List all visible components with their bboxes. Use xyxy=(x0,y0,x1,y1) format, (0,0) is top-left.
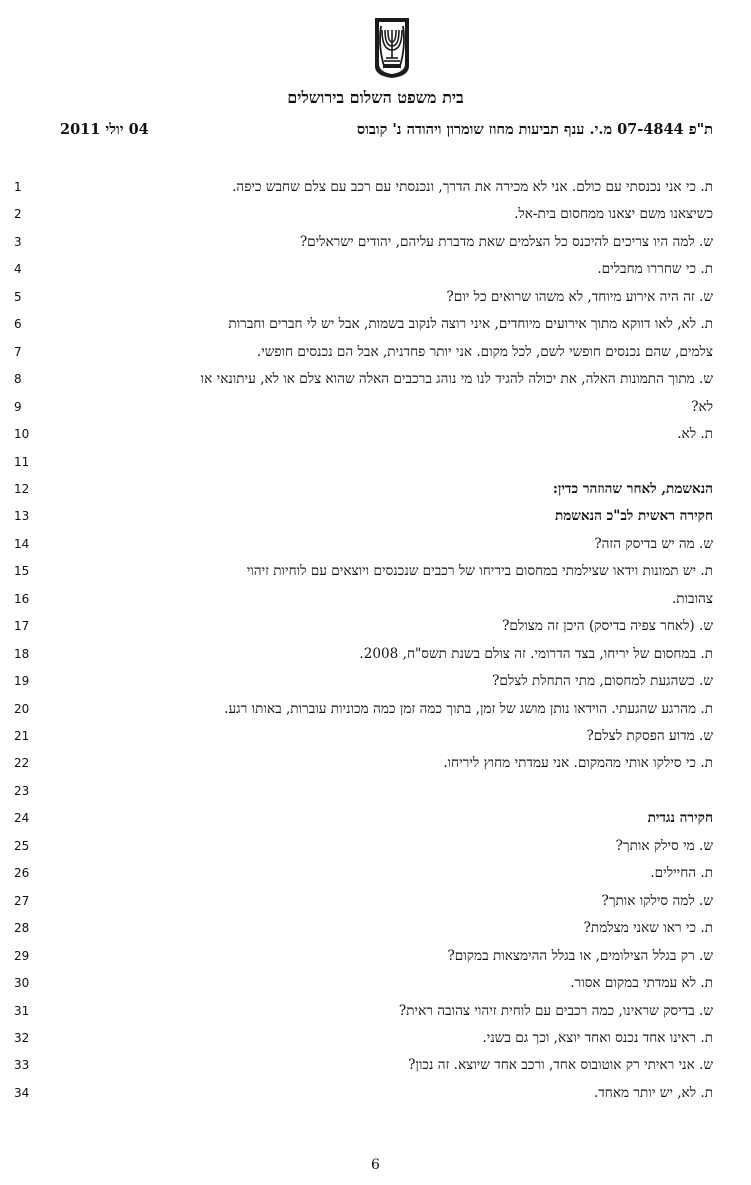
line-number: 32 xyxy=(14,1030,30,1045)
transcript-line xyxy=(0,535,751,561)
section-heading: הנאשמת, לאחר שהוזהר כדין: xyxy=(552,480,713,497)
transcript-line xyxy=(0,782,751,808)
line-number: 14 xyxy=(14,536,30,551)
court-name: בית משפט השלום בירושלים xyxy=(287,88,464,107)
section-heading: חקירה נגדית xyxy=(647,810,713,827)
line-number: 23 xyxy=(14,783,30,798)
transcript-line xyxy=(0,425,751,451)
transcript-line xyxy=(0,398,751,424)
line-text: ש. זה היה אירוע מיוחד, לא משהו שרואים כל יום? xyxy=(446,288,713,305)
line-number: 6 xyxy=(14,317,22,332)
line-text: צהובות. xyxy=(671,590,713,607)
transcript-line xyxy=(0,809,751,835)
transcript-line xyxy=(0,700,751,726)
transcript-line xyxy=(0,590,751,616)
transcript-line xyxy=(0,1084,751,1110)
transcript-line xyxy=(0,727,751,753)
hearing-date: 04 יולי 2011 xyxy=(60,121,149,138)
line-text: ש. למה סילקו אותך? xyxy=(601,892,713,909)
line-number: 9 xyxy=(14,399,22,414)
line-number: 27 xyxy=(14,893,30,908)
line-text: ת. במחסום של יריחו, בצד הדרומי. זה צולם בשנת תשס"ח, 2008. xyxy=(359,645,713,662)
transcript-line xyxy=(0,1002,751,1028)
line-text: ת. מהרגע שהגעתי. הוידאו נותן מושג של זמן, בתוך כמה זמן כמה מכוניות עוברות, באותו רגע. xyxy=(224,700,713,717)
line-text: ת. כי אני נכנסתי עם כולם. אני לא מכירה את הדרך, ונכנסתי עם רכב עם צלם שחבש כיפה. xyxy=(232,179,713,195)
transcript-line xyxy=(0,370,751,396)
line-text: ש. כשהגעת למחסום, מתי התחלת לצלם? xyxy=(492,673,713,690)
transcript-line xyxy=(0,974,751,1000)
line-number: 34 xyxy=(14,1085,30,1100)
transcript-line xyxy=(0,178,751,204)
line-number: 4 xyxy=(14,262,22,277)
transcript-line xyxy=(0,1029,751,1055)
line-text: כשיצאנו משם יצאנו ממחסום בית-אל. xyxy=(514,206,713,223)
line-number: 29 xyxy=(14,948,30,963)
line-number: 19 xyxy=(14,674,30,689)
line-text: ת. לא עמדתי במקום אסור. xyxy=(570,975,713,992)
line-number: 15 xyxy=(14,564,30,579)
transcript-line xyxy=(0,507,751,533)
transcript-line xyxy=(0,919,751,945)
transcript-line xyxy=(0,1056,751,1082)
line-text: ש. מתוך התמונות האלה, את יכולה להגיד לנו מי נוהג ברכבים האלה שהוא צלם או לא, עיתונאי או xyxy=(200,371,713,388)
case-number-line: ת"פ 07-4844 מ.י. ענף תביעות מחוז שומרון ויהודה נ' קובוס xyxy=(356,121,713,138)
line-number: 22 xyxy=(14,756,30,771)
line-number: 16 xyxy=(14,591,30,606)
line-number: 26 xyxy=(14,866,30,881)
transcript-line xyxy=(0,233,751,259)
line-number: 8 xyxy=(14,372,22,387)
transcript-line xyxy=(0,205,751,231)
transcript-line xyxy=(0,562,751,588)
line-number: 13 xyxy=(14,509,30,524)
transcript-line xyxy=(0,672,751,698)
line-number: 20 xyxy=(14,701,30,716)
line-text: ת. לא, לאו דווקא מתוך אירועים מיוחדים, איני רוצה לנקוב בשמות, אבל יש לי חברים וחברות xyxy=(228,316,713,333)
line-number: 30 xyxy=(14,976,30,991)
transcript-line xyxy=(0,260,751,286)
line-number: 10 xyxy=(14,427,30,442)
line-text: לא? xyxy=(691,398,713,415)
line-text: צלמים, שהם נכנסים חופשי לשם, לכל מקום. אני יותר פחדנית, אבל הם נכנסים חופשי. xyxy=(256,343,713,360)
line-text: ת. כי שחררו מחבלים. xyxy=(597,261,713,278)
line-number: 3 xyxy=(14,234,22,249)
transcript-line xyxy=(0,645,751,671)
line-number: 17 xyxy=(14,619,30,634)
line-number: 11 xyxy=(14,454,30,469)
line-text: ש. למה היו צריכים להיכנס כל הצלמים שאת מדברת עליהם, יהודים ישראלים? xyxy=(299,233,713,250)
transcript-line xyxy=(0,947,751,973)
line-number: 7 xyxy=(14,344,22,359)
transcript-line xyxy=(0,617,751,643)
line-number: 5 xyxy=(14,289,22,304)
line-number: 25 xyxy=(14,838,30,853)
page-number: 6 xyxy=(371,1157,380,1173)
line-text: ש. מה יש בדיסק הזה? xyxy=(594,535,713,552)
line-text: ת. כי סילקו אותי מהמקום. אני עמדתי מחוץ ליריחו. xyxy=(443,755,713,772)
transcript-line xyxy=(0,837,751,863)
line-text: ת. ראינו אחד נכנס ואחד יוצא, וכך גם בשני. xyxy=(482,1029,713,1046)
transcript-line xyxy=(0,343,751,369)
transcript-line xyxy=(0,864,751,890)
line-number: 12 xyxy=(14,481,30,496)
line-text: ת. לא, יש יותר מאחד. xyxy=(593,1084,713,1101)
transcript-line xyxy=(0,315,751,341)
line-number: 24 xyxy=(14,811,30,826)
line-text: ש. רק בגלל הצילומים, או בגלל ההימצאות במקום? xyxy=(447,947,713,964)
line-text: ש. מי סילק אותך? xyxy=(615,837,713,854)
line-number: 1 xyxy=(14,180,22,194)
line-number: 2 xyxy=(14,207,22,222)
line-number: 31 xyxy=(14,1003,30,1018)
line-text: ש. מדוע הפסקת לצלם? xyxy=(586,728,713,744)
line-text: ש. (לאחר צפיה בדיסק) היכן זה מצולם? xyxy=(502,618,713,635)
line-number: 33 xyxy=(14,1058,30,1073)
transcript-line xyxy=(0,480,751,506)
state-emblem-icon xyxy=(372,16,412,80)
transcript-line xyxy=(0,288,751,314)
line-text: ת. יש תמונות וידאו שצילמתי במחסום ביריחו של רכבים שנכנסים ויוצאים עם לוחיות זיהוי xyxy=(246,563,713,580)
line-text: ת. החיילים. xyxy=(650,865,713,882)
transcript-line xyxy=(0,892,751,918)
line-number: 18 xyxy=(14,646,30,661)
section-heading: חקירה ראשית לב"כ הנאשמת xyxy=(554,508,713,525)
line-number: 21 xyxy=(14,729,30,743)
line-text: ת. כי ראו שאני מצלמת? xyxy=(583,920,713,937)
transcript-line xyxy=(0,754,751,780)
transcript-line xyxy=(0,453,751,479)
line-text: ש. אני ראיתי רק אוטובוס אחד, ורכב אחד שיוצא. זה נכון? xyxy=(408,1057,713,1074)
line-number: 28 xyxy=(14,921,30,936)
line-text: ת. לא. xyxy=(677,426,713,443)
line-text: ש. בדיסק שראינו, כמה רכבים עם לוחית זיהוי צהובה ראית? xyxy=(398,1002,713,1019)
